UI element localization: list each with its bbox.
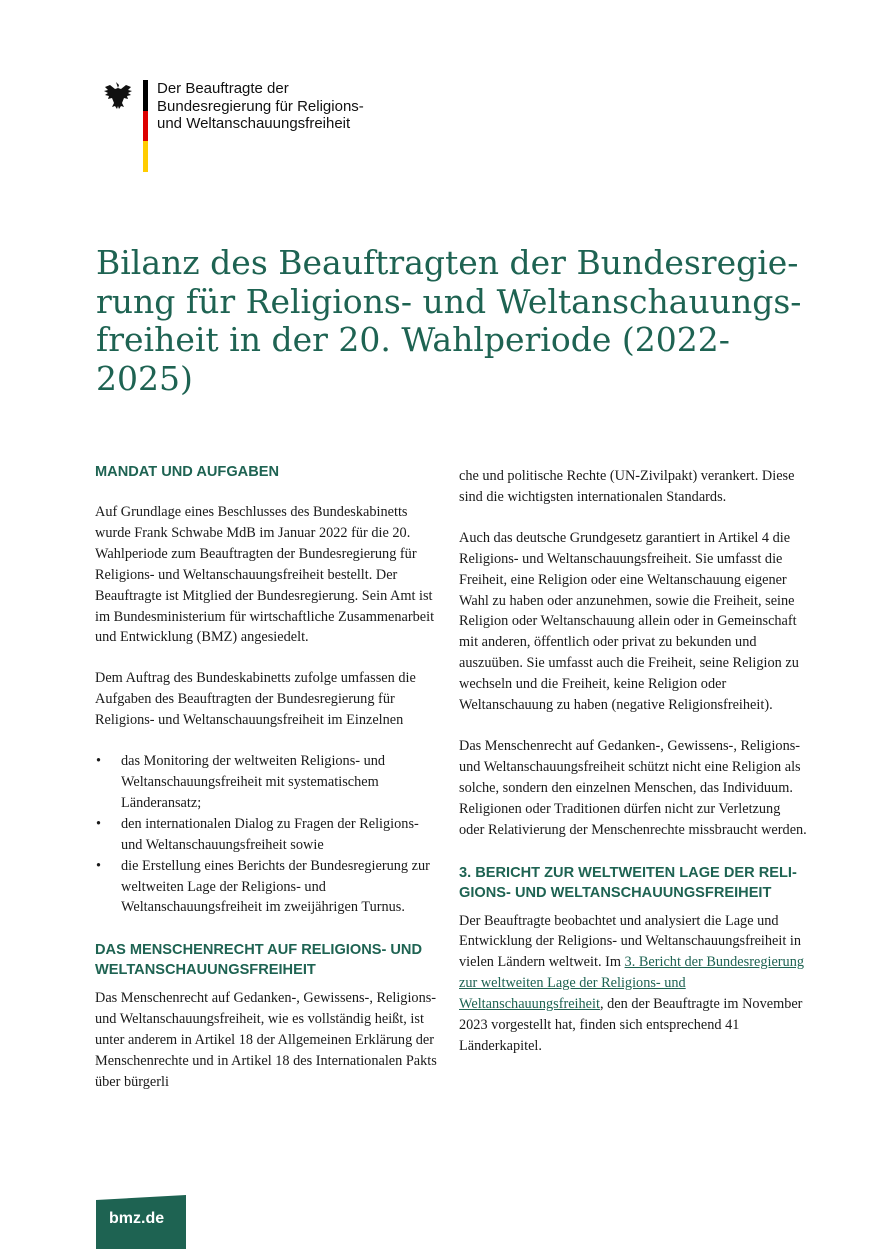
office-line-1: Der Beauftragte der	[157, 80, 289, 97]
office-line-3: und Weltanschauungsfreiheit	[157, 115, 351, 132]
paragraph-tasks-intro: Dem Auftrag des Bundeskabinetts zufolge umfassen die Aufgaben des Beauftragten der Bundesregierung für Religions- und Weltanschauungsfreiheit im Einzelnen	[95, 670, 416, 729]
title-line-3: freiheit in der 20. Wahlperiode (2022-	[96, 320, 730, 359]
section-heading-human-right	[95, 940, 443, 980]
heading-line-2: WELTANSCHAUUNGSFREIHEIT	[95, 962, 316, 979]
bullet-icon: •	[96, 815, 102, 832]
list-item	[95, 814, 443, 856]
federal-eagle-icon	[98, 80, 134, 116]
list-item-text: den internationalen Dialog zu Fragen der Religions- und Weltanschauungsfreiheit sowie	[121, 815, 419, 853]
title-line-4: 2025)	[96, 358, 193, 398]
paragraph-appointment: Auf Grundlage eines Beschlusses des Bundeskabinetts wurde Frank Schwabe MdB im Januar 2022 für die 20. Wahlperiode zum Beauftragten der Bundesregierung für Religions- und Weltanschauungsfreiheit bestellt. Der Beauftragte ist Mitglied der Bundesregierung. Sein Amt ist im Bundesministerium für wirtschaftliche Zusammenarbeit und Entwicklung (BMZ) angesiedelt.	[95, 504, 435, 646]
list-item-text: die Erstellung eines Berichts der Bundesregierung zur weltweiten Lage der Religions- und Weltanschauungsfreiheit im zweijährigen Turnus.	[121, 857, 430, 916]
title-line-1: Bilanz des Beauftragten der Bundesregie-	[96, 243, 799, 282]
paragraph-human-right: Das Menschenrecht auf Gedanken-, Gewissens-, Religions- und Weltanschauungsfreiheit, wie es vollständig heißt, ist unter anderem in Artikel 18 der Allgemeinen Erklärung der Menschenrechte und in Artikel 18 des Internationalen Pakts über bürgerli	[95, 990, 437, 1090]
section-heading-report	[459, 863, 807, 903]
heading-line-2: GIONS- UND WELTANSCHAUUNGSFREIHEIT	[459, 884, 772, 901]
tasks-list	[95, 751, 443, 918]
paragraph-individual-right: Das Menschenrecht auf Gedanken-, Gewissens-, Religions- und Weltanschauungsfreiheit schützt nicht eine Religion als solche, sondern den einzelnen Menschen, das Individuum. Religionen oder Traditionen dürfen nicht zur Verletzung oder Relativierung der Menschenrechte missbraucht werden.	[459, 737, 807, 838]
heading-line-1: 3. BERICHT ZUR WELTWEITEN LAGE DER RELI-	[459, 864, 797, 881]
report-link[interactable]: 3. Bericht der Bundesregierung zur weltweiten Lage der Religions- und Weltanschauungsfreiheit	[459, 954, 804, 1013]
paragraph-un-covenant: che und politische Rechte (UN-Zivilpakt) verankert. Diese sind die wichtigsten internationalen Standards.	[459, 468, 795, 505]
paragraph-basic-law: Auch das deutsche Grundgesetz garantiert in Artikel 4 die Religions- und Weltanschauungsfreiheit. Sie umfasst die Freiheit, eine Religion oder eine Weltanschauung eigener Wahl zu haben oder anzunehmen, sowie die Freiheit, seine Religion oder Weltanschauung allein oder in Gemeinschaft mit anderen, öffentlich oder privat zu bekunden und auszuüben. Sie umfasst auch die Freiheit, seine Religion zu wechseln und die Freiheit, keine Religion oder Weltanschauung zu haben (negative Religionsfreiheit).	[459, 529, 799, 714]
bullet-icon: •	[96, 753, 102, 770]
paragraph-report	[459, 911, 807, 1057]
list-item	[95, 856, 443, 919]
office-name	[157, 80, 364, 133]
right-column	[459, 466, 807, 1057]
list-item-text: das Monitoring der weltweiten Religions- und Weltanschauungsfreiheit mit systematischem Länderansatz;	[121, 753, 386, 811]
report-text-before: Der Beauftragte beobachtet und analysiert die Lage und Entwicklung der Religions- und Weltanschauungsfreiheit in vielen Ländern weltweit. Im	[459, 912, 802, 971]
office-line-2: Bundesregierung für Religions-	[157, 97, 364, 115]
left-column	[95, 462, 443, 1093]
report-text-after: , den der Beauftragte im November 2023 vorgestellt hat, finden sich entsprechend 41 Länderkapitel.	[459, 996, 803, 1054]
section-heading-mandate: MANDAT UND AUFGABEN	[95, 464, 280, 480]
title-line-2: rung für Religions- und Weltanschauungs-	[96, 281, 802, 321]
bullet-icon: •	[96, 857, 102, 874]
document-title	[96, 244, 816, 398]
german-flag-stripe	[143, 80, 148, 172]
bmz-logo-text: bmz.de	[109, 1210, 165, 1227]
heading-line-1: DAS MENSCHENRECHT AUF RELIGIONS- UND	[95, 942, 423, 959]
list-item	[95, 751, 443, 814]
